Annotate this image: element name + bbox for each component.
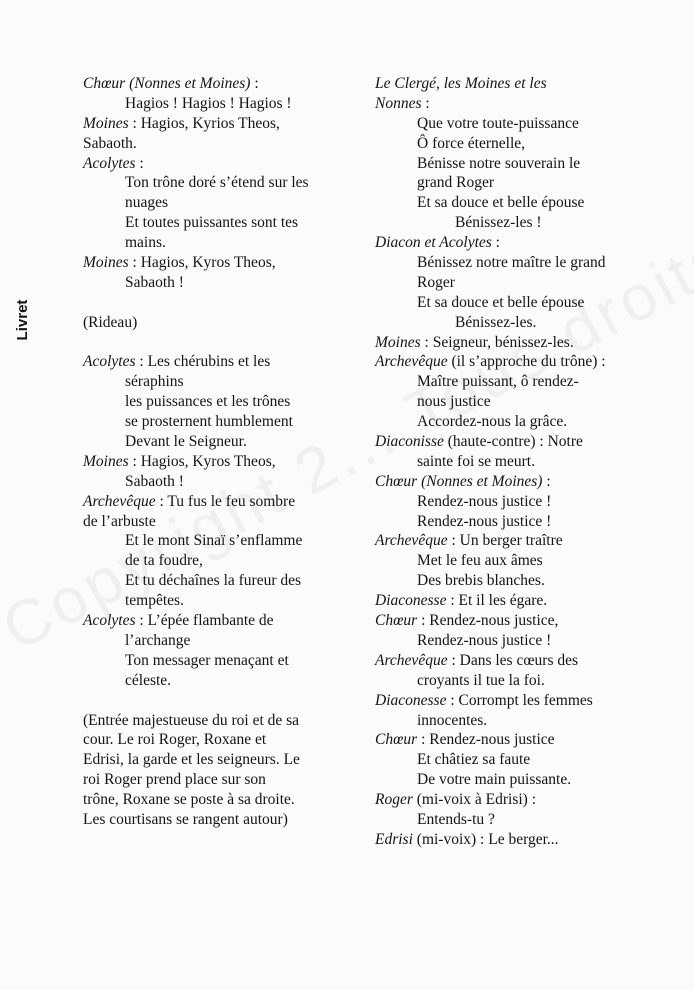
- line-text: (mi-voix) : Le berger...: [412, 830, 559, 848]
- speaker-name: Archevêque: [83, 492, 156, 510]
- line-text: innocentes.: [417, 711, 488, 729]
- right-text-line: [375, 591, 660, 611]
- right-text-line: [375, 173, 660, 193]
- left-text-line: [83, 412, 358, 432]
- line-text: Sabaoth !: [125, 273, 184, 291]
- line-text: Et sa douce et belle épouse: [417, 194, 585, 212]
- left-text-line: [83, 671, 358, 691]
- left-text-line: [83, 651, 358, 671]
- line-text: :: [421, 94, 430, 112]
- line-text: : Dans les cœurs des: [447, 651, 579, 669]
- speaker-name: Acolytes: [83, 612, 136, 630]
- line-text: Ton messager menaçant et: [125, 651, 289, 669]
- line-text: Que votre toute-puissance: [417, 114, 579, 132]
- right-text-line: [375, 352, 660, 372]
- left-text-line: [83, 94, 358, 114]
- left-text-line: [83, 711, 358, 731]
- right-text-line: [375, 571, 660, 591]
- line-text: :: [135, 154, 144, 172]
- speaker-name: Le Clergé, les Moines et les: [375, 75, 547, 92]
- left-text-line: [83, 273, 358, 293]
- left-text-line: [83, 114, 358, 134]
- line-text: De votre main puissante.: [417, 771, 572, 789]
- right-text-line: [375, 531, 660, 551]
- speaker-name: Chœur: [375, 612, 418, 630]
- speaker-name: Chœur (Nonnes et Moines): [83, 75, 251, 92]
- line-text: : Hagios, Kyros Theos,: [128, 452, 276, 470]
- right-text-line: [375, 810, 660, 830]
- left-text-line: [83, 452, 358, 472]
- left-blank-line: [83, 333, 358, 353]
- left-text-line: [83, 213, 358, 233]
- libretto-left-column: [83, 74, 358, 830]
- line-text: de ta foudre,: [125, 552, 203, 570]
- speaker-name: Nonnes: [375, 94, 422, 112]
- left-text-line: [83, 492, 358, 512]
- line-text: : Tu fus le feu sombre: [155, 492, 296, 510]
- line-text: (Entrée majestueuse du roi et de sa: [83, 711, 300, 729]
- left-text-line: [83, 551, 358, 571]
- line-text: : Rendez-nous justice,: [417, 612, 559, 630]
- line-text: Edrisi, la garde et les seigneurs. Le: [83, 751, 300, 769]
- line-text: Entends-tu ?: [417, 810, 495, 828]
- speaker-name: Moines: [83, 452, 129, 470]
- right-text-line: [375, 313, 660, 333]
- line-text: : Les chérubins et les: [135, 353, 271, 371]
- left-text-line: [83, 611, 358, 631]
- speaker-name: Moines: [83, 254, 129, 272]
- right-text-line: [375, 790, 660, 810]
- left-text-line: [83, 512, 358, 532]
- line-text: Maître puissant, ô rendez-: [417, 373, 579, 391]
- line-text: sainte foi se meurt.: [417, 452, 535, 470]
- speaker-name: Chœur (Nonnes et Moines): [375, 472, 543, 490]
- line-text: :: [491, 234, 500, 252]
- line-text: Les courtisans se rangent autour): [83, 810, 288, 828]
- line-text: tempêtes.: [125, 592, 184, 610]
- left-text-line: [83, 233, 358, 253]
- right-text-line: [375, 512, 660, 532]
- speaker-name: Diaconesse: [375, 592, 447, 610]
- right-text-line: [375, 750, 660, 770]
- speaker-name: Chœur: [375, 731, 418, 749]
- line-text: Hagios ! Hagios ! Hagios !: [125, 94, 292, 112]
- line-text: Bénissez-les.: [455, 313, 537, 331]
- right-text-line: [375, 770, 660, 790]
- line-text: : Rendez-nous justice: [417, 731, 555, 749]
- right-text-line: [375, 651, 660, 671]
- speaker-name: Archevêque: [375, 651, 448, 669]
- right-text-line: [375, 253, 660, 273]
- line-text: Et tu déchaînes la fureur des: [125, 572, 302, 590]
- speaker-name: Diaconesse: [375, 691, 447, 709]
- right-text-line: [375, 233, 660, 253]
- line-text: trône, Roxane se poste à sa droite.: [83, 791, 295, 809]
- right-text-line: [375, 730, 660, 750]
- right-text-line: [375, 830, 660, 850]
- libretto-right-column: [375, 74, 660, 850]
- speaker-name: Diaconisse: [375, 433, 444, 451]
- line-text: cour. Le roi Roger, Roxane et: [83, 731, 267, 749]
- right-text-line: [375, 432, 660, 452]
- right-text-line: [375, 372, 660, 392]
- left-text-line: [83, 313, 358, 333]
- right-text-line: [375, 671, 660, 691]
- right-text-line: [375, 551, 660, 571]
- line-text: Rendez-nous justice !: [417, 492, 552, 510]
- line-text: Des brebis blanches.: [417, 572, 545, 590]
- line-text: :: [542, 472, 551, 490]
- line-text: nous justice: [417, 393, 491, 411]
- left-text-line: [83, 730, 358, 750]
- line-text: Ô force éternelle,: [417, 134, 526, 152]
- line-text: : L’épée flambante de: [135, 612, 274, 630]
- line-text: mains.: [125, 234, 166, 252]
- line-text: : Un berger traître: [447, 532, 563, 550]
- speaker-name: Acolytes: [83, 353, 136, 371]
- side-label-livret: Livret: [14, 299, 31, 341]
- line-text: Roger: [417, 273, 455, 291]
- line-text: Et châtiez sa faute: [417, 751, 531, 769]
- line-text: : Seigneur, bénissez-les.: [420, 333, 574, 351]
- left-text-line: [83, 253, 358, 273]
- right-text-line: [375, 94, 660, 114]
- left-text-line: [83, 571, 358, 591]
- right-text-line: [375, 631, 660, 651]
- line-text: : Corrompt les femmes: [446, 691, 593, 709]
- line-text: Rendez-nous justice !: [417, 631, 552, 649]
- line-text: Accordez-nous la grâce.: [417, 413, 568, 431]
- line-text: grand Roger: [417, 174, 495, 192]
- left-text-line: [83, 810, 358, 830]
- left-text-line: [83, 631, 358, 651]
- line-text: :: [250, 75, 259, 92]
- line-text: Met le feu aux âmes: [417, 552, 543, 570]
- right-text-line: [375, 213, 660, 233]
- right-text-line: [375, 134, 660, 154]
- speaker-name: Diacon et Acolytes: [375, 234, 492, 252]
- right-text-line: [375, 154, 660, 174]
- line-text: Rendez-nous justice !: [417, 512, 552, 530]
- line-text: : Hagios, Kyrios Theos,: [128, 114, 280, 132]
- left-text-line: [83, 74, 358, 94]
- line-text: Sabaoth !: [125, 472, 184, 490]
- line-text: de l’arbuste: [83, 512, 156, 530]
- right-text-line: [375, 452, 660, 472]
- right-text-line: [375, 611, 660, 631]
- left-text-line: [83, 472, 358, 492]
- right-text-line: [375, 333, 660, 353]
- right-text-line: [375, 412, 660, 432]
- left-text-line: [83, 750, 358, 770]
- right-text-line: [375, 492, 660, 512]
- line-text: (haute-contre) : Notre: [443, 433, 583, 451]
- right-text-line: [375, 293, 660, 313]
- left-text-line: [83, 591, 358, 611]
- line-text: Et toutes puissantes sont tes: [125, 214, 299, 232]
- line-text: Bénissez notre maître le grand: [417, 254, 606, 272]
- line-text: (mi-voix à Edrisi) :: [412, 791, 537, 809]
- line-text: roi Roger prend place sur son: [83, 771, 266, 789]
- line-text: nuages: [125, 194, 169, 212]
- speaker-name: Edrisi: [375, 830, 413, 848]
- line-text: (Rideau): [83, 313, 138, 331]
- left-text-line: [83, 154, 358, 174]
- left-text-line: [83, 193, 358, 213]
- left-text-line: [83, 770, 358, 790]
- speaker-name: Acolytes: [83, 154, 136, 172]
- left-text-line: [83, 352, 358, 372]
- line-text: : Et il les égare.: [446, 592, 548, 610]
- line-text: croyants il tue la foi.: [417, 671, 545, 689]
- line-text: l’archange: [125, 631, 191, 649]
- left-blank-line: [83, 293, 358, 313]
- line-text: Bénisse notre souverain le: [417, 154, 581, 172]
- right-text-line: [375, 691, 660, 711]
- line-text: Sabaoth.: [83, 134, 137, 152]
- left-text-line: [83, 173, 358, 193]
- speaker-name: Archevêque: [375, 353, 448, 371]
- right-text-line: [375, 273, 660, 293]
- line-text: Bénissez-les !: [455, 214, 542, 232]
- left-text-line: [83, 790, 358, 810]
- line-text: Et sa douce et belle épouse: [417, 293, 585, 311]
- right-text-line: [375, 193, 660, 213]
- line-text: les puissances et les trônes: [125, 393, 291, 411]
- speaker-name: Archevêque: [375, 532, 448, 550]
- line-text: : Hagios, Kyros Theos,: [128, 254, 276, 272]
- right-text-line: [375, 472, 660, 492]
- speaker-name: Moines: [83, 114, 129, 132]
- line-text: se prosternent humblement: [125, 413, 293, 431]
- left-text-line: [83, 392, 358, 412]
- right-text-line: [375, 114, 660, 134]
- left-text-line: [83, 531, 358, 551]
- line-text: séraphins: [125, 373, 184, 391]
- line-text: (il s’approche du trône) :: [447, 353, 606, 371]
- speaker-name: Moines: [375, 333, 421, 351]
- line-text: Ton trône doré s’étend sur les: [125, 174, 309, 192]
- right-text-line: [375, 392, 660, 412]
- left-text-line: [83, 372, 358, 392]
- right-text-line: [375, 711, 660, 731]
- right-text-line: [375, 74, 660, 94]
- left-blank-line: [83, 691, 358, 711]
- left-text-line: [83, 432, 358, 452]
- line-text: céleste.: [125, 671, 172, 689]
- line-text: Et le mont Sinaï s’enflamme: [125, 532, 303, 550]
- left-text-line: [83, 134, 358, 154]
- line-text: Devant le Seigneur.: [125, 433, 247, 451]
- speaker-name: Roger: [375, 791, 413, 809]
